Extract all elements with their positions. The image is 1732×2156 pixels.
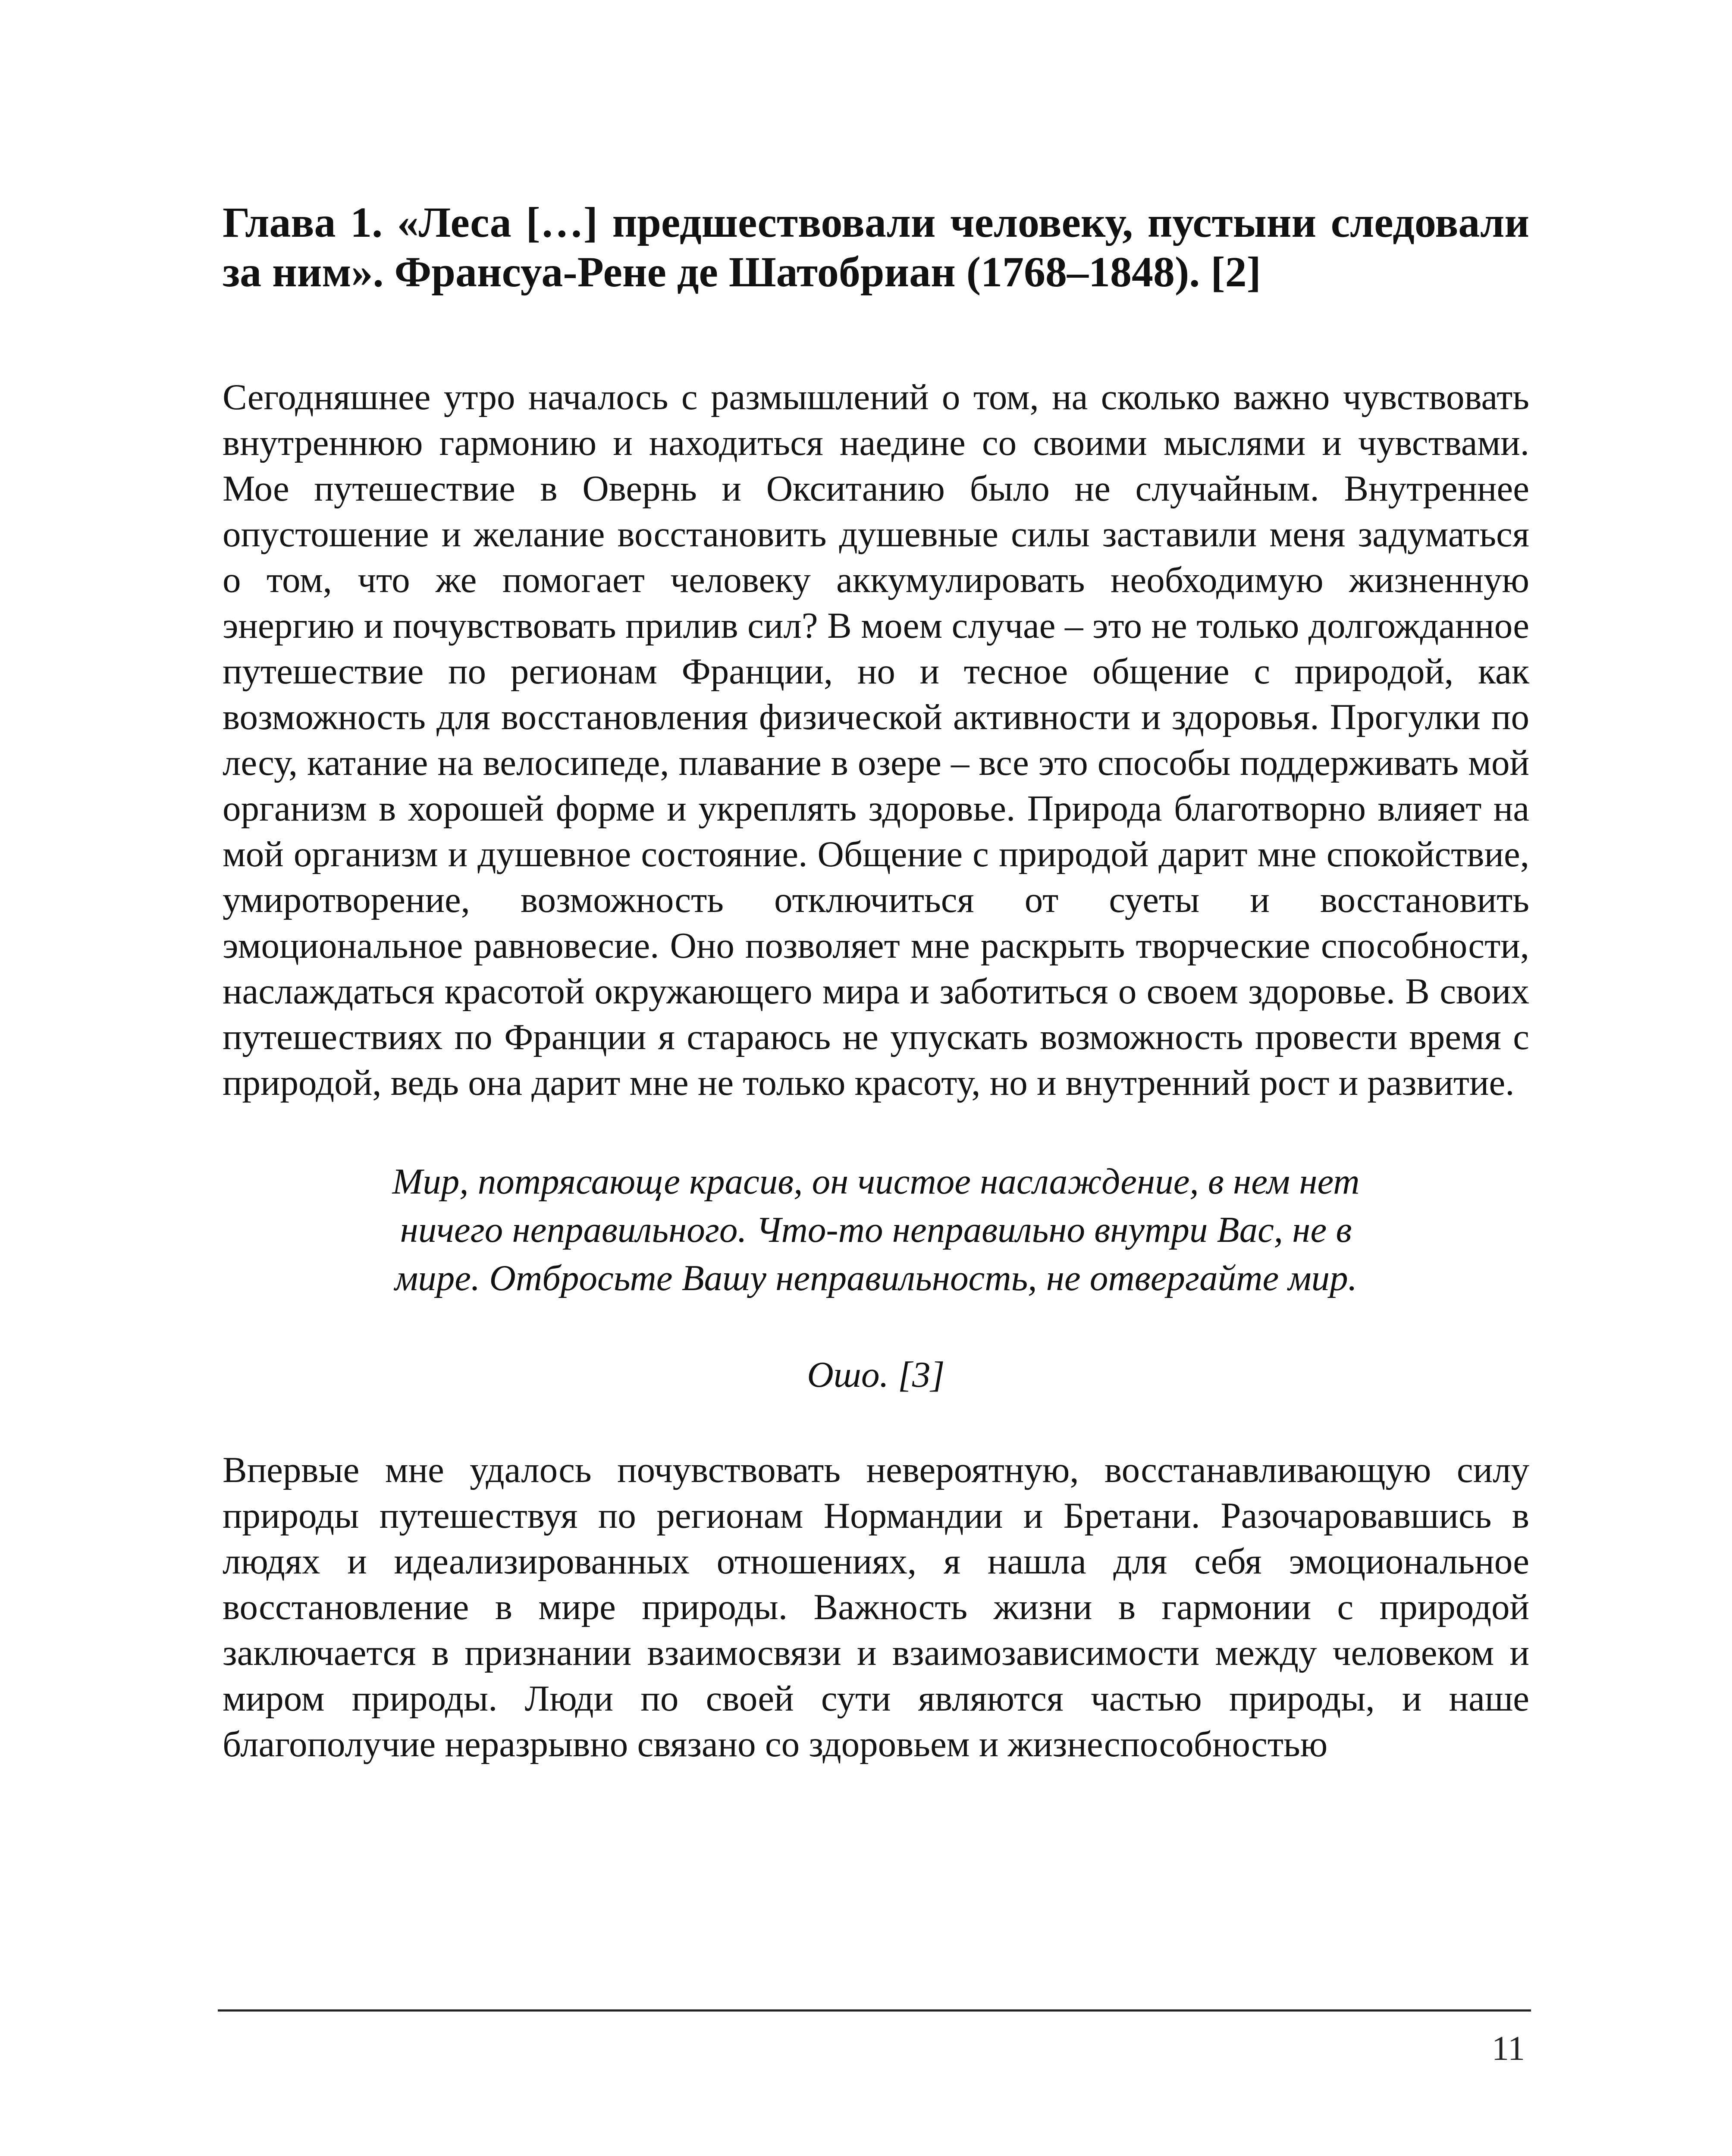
epigraph bbox=[223, 1157, 1529, 1399]
body-paragraph-1: Сегодняшнее утро началось с размышлений о том, на сколько важно чувствовать внутреннюю гармонию и находиться наедине со своими мыслями и чувствами. Мое путешествие в Овернь и Окситанию было не случайным. Внутреннее опустошение и желание восстановить душевные силы заставили меня задуматься о том, что же помогает человеку аккумулировать необходимую жизненную энергию и почувствовать прилив сил? В моем случае – это не только долгожданное путешествие по регионам Франции, но и тесное общение с природой, как возможность для восстановления физической активности и здоровья. Прогулки по лесу, катание на велосипеде, плавание в озере – все это способы поддерживать мой организм в хорошей форме и укреплять здоровье. Природа благотворно влияет на мой организм и душевное состояние. Общение с природой дарит мне спокойствие, умиротворение, возможность отключиться от суеты и восстановить эмоциональное равновесие. Оно позволяет мне раскрыть творческие способности, наслаждаться красотой окружающего мира и заботиться о своем здоровье. В своих путешествиях по Франции я стараюсь не упускать возможность провести время с природой, ведь она дарит мне не только красоту, но и внутренний рост и развитие. bbox=[223, 377, 1529, 1103]
epigraph-quote: Мир, потрясающе красив, он чистое наслаждение, в нем нет ничего неправильного. Что-то неправильно внутри Вас, не в мире. Отбросьте Вашу неправильность, не отвергайте мир. bbox=[392, 1161, 1360, 1298]
page-number: 11 bbox=[1491, 2030, 1525, 2068]
chapter-title: Глава 1. «Леса […] предшествовали человеку, пустыни следовали за ним». Франсуа-Рене де Шатобриан (1768–1848). [2] bbox=[223, 198, 1529, 296]
page-content bbox=[223, 197, 1529, 1767]
footer-divider bbox=[218, 2009, 1531, 2012]
epigraph-author: Ошо. [3] bbox=[807, 1354, 945, 1395]
body-paragraph-2: Впервые мне удалось почувствовать невероятную, восстанавливающую силу природы путешествуя по регионам Нормандии и Бретани. Разочаровавшись в людях и идеализированных отношениях, я нашла для себя эмоциональное восстановление в мире природы. Важность жизни в гармонии с природой заключается в признании взаимосвязи и взаимозависимости между человеком и миром природы. Люди по своей сути являются частью природы, и наше благополучие неразрывно связано со здоровьем и жизнеспособностью bbox=[223, 1450, 1529, 1764]
